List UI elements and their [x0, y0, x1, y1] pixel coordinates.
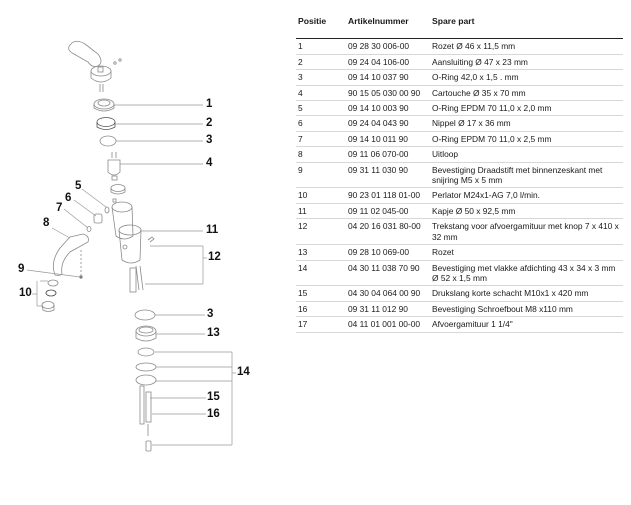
- exploded-view-diagram: [0, 0, 290, 500]
- cell-artikelnummer: 04 11 01 001 00-00: [346, 317, 430, 332]
- cell-artikelnummer: 09 24 04 043 90: [346, 116, 430, 131]
- part-4-cartouche: [108, 152, 120, 175]
- cell-spare-part: Bevestiging Schroefbout M8 x110 mm: [430, 301, 623, 316]
- callout-6: 6: [65, 192, 72, 204]
- part-11-cap: [119, 225, 141, 235]
- faucet-exploded-drawing: [0, 0, 290, 500]
- cell-positie: 16: [296, 301, 346, 316]
- cell-positie: 10: [296, 188, 346, 203]
- cell-artikelnummer: 09 11 06 070-00: [346, 147, 430, 162]
- table-row: [296, 286, 623, 301]
- cell-positie: 8: [296, 147, 346, 162]
- cell-artikelnummer: 09 14 10 037 90: [346, 70, 430, 85]
- callout-12: 12: [208, 251, 221, 263]
- top-cap: [91, 66, 111, 76]
- cell-positie: 7: [296, 131, 346, 146]
- cell-positie: 9: [296, 162, 346, 188]
- table-row: [296, 260, 623, 286]
- header-spare-part: Spare part: [432, 16, 475, 26]
- table-row: [296, 70, 623, 85]
- cell-spare-part: Bevestiging met vlakke afdichting 43 x 34 x 3 mm Ø 52 x 1,5 mm: [430, 260, 623, 286]
- cell-artikelnummer: 09 31 11 012 90: [346, 301, 430, 316]
- callout-14: 14: [237, 366, 250, 378]
- cell-spare-part: Rozet: [430, 245, 623, 260]
- table-row: [296, 162, 623, 188]
- cell-spare-part: Uitloop: [430, 147, 623, 162]
- table-row: [296, 85, 623, 100]
- table-row: [296, 39, 623, 54]
- cell-positie: 12: [296, 219, 346, 245]
- cell-spare-part: Nippel Ø 17 x 36 mm: [430, 116, 623, 131]
- table-row: [296, 245, 623, 260]
- part-8-spout: [53, 234, 88, 275]
- callout-2: 2: [206, 117, 213, 129]
- table-header-row: [296, 12, 623, 39]
- cell-spare-part: O-Ring EPDM 70 11,0 x 2,5 mm: [430, 131, 623, 146]
- table-row: [296, 147, 623, 162]
- header-artikelnummer: Artikelnummer: [348, 16, 409, 26]
- cell-spare-part: Rozet Ø 46 x 11,5 mm: [430, 39, 623, 54]
- cell-positie: 5: [296, 101, 346, 116]
- cell-spare-part: Aansluiting Ø 47 x 23 mm: [430, 54, 623, 69]
- table-row: [296, 317, 623, 332]
- spare-parts-table-container: [296, 12, 623, 333]
- table-row: [296, 219, 623, 245]
- callout-10: 10: [19, 287, 32, 299]
- callout-15: 15: [207, 391, 220, 403]
- cell-spare-part: Drukslang korte schacht M10x1 x 420 mm: [430, 286, 623, 301]
- cell-spare-part: Kapje Ø 50 x 92,5 mm: [430, 203, 623, 218]
- callout-3: 3: [206, 134, 213, 146]
- callout-4: 4: [206, 157, 213, 169]
- cell-artikelnummer: 04 30 11 038 70 90: [346, 260, 430, 286]
- cell-artikelnummer: 09 28 10 069-00: [346, 245, 430, 260]
- cell-artikelnummer: 90 15 05 030 00 90: [346, 85, 430, 100]
- cell-positie: 17: [296, 317, 346, 332]
- cell-positie: 1: [296, 39, 346, 54]
- cell-artikelnummer: 04 20 16 031 80-00: [346, 219, 430, 245]
- cell-artikelnummer: 09 31 11 030 90: [346, 162, 430, 188]
- cell-spare-part: O-Ring EPDM 70 11,0 x 2,0 mm: [430, 101, 623, 116]
- cell-artikelnummer: 09 11 02 045-00: [346, 203, 430, 218]
- callout-8: 8: [43, 217, 50, 229]
- callout-11: 11: [206, 224, 219, 236]
- callout-9: 9: [18, 263, 25, 275]
- cell-artikelnummer: 90 23 01 118 01-00: [346, 188, 430, 203]
- cell-positie: 14: [296, 260, 346, 286]
- cell-spare-part: Afvoergamituur 1 1/4": [430, 317, 623, 332]
- part-1-rozet: [94, 99, 114, 109]
- cell-positie: 11: [296, 203, 346, 218]
- cell-positie: 2: [296, 54, 346, 69]
- cell-artikelnummer: 04 30 04 064 00 90: [346, 286, 430, 301]
- callout-16: 16: [207, 408, 220, 420]
- cell-spare-part: Bevestiging Draadstift met binnenzeskant met snijring M5 x 5 mm: [430, 162, 623, 188]
- table-row: [296, 203, 623, 218]
- cell-positie: 13: [296, 245, 346, 260]
- table-row: [296, 116, 623, 131]
- header-positie: Positie: [298, 16, 327, 26]
- cell-positie: 15: [296, 286, 346, 301]
- cell-spare-part: O-Ring 42,0 x 1,5 . mm: [430, 70, 623, 85]
- callout-7: 7: [56, 202, 63, 214]
- cell-artikelnummer: 09 24 04 106-00: [346, 54, 430, 69]
- part-3-oring: [100, 136, 116, 146]
- callout-5: 5: [75, 180, 82, 192]
- cell-spare-part: Cartouche Ø 35 x 70 mm: [430, 85, 623, 100]
- table-row: [296, 131, 623, 146]
- table-row: [296, 54, 623, 69]
- table-body: [296, 39, 623, 332]
- cell-artikelnummer: 09 14 10 011 90: [346, 131, 430, 146]
- cell-positie: 4: [296, 85, 346, 100]
- handle-lever: [69, 41, 101, 66]
- cell-artikelnummer: 09 28 30 006-00: [346, 39, 430, 54]
- cell-positie: 6: [296, 116, 346, 131]
- callout-1: 1: [206, 98, 213, 110]
- cell-spare-part: Perlator M24x1-AG 7,0 l/min.: [430, 188, 623, 203]
- table-row: [296, 188, 623, 203]
- cell-positie: 3: [296, 70, 346, 85]
- callout-13: 13: [207, 327, 220, 339]
- part-2-aansluiting: [97, 118, 115, 127]
- callout-3-lower: 3: [207, 308, 214, 320]
- table-row: [296, 101, 623, 116]
- table-row: [296, 301, 623, 316]
- spare-parts-table: [296, 12, 623, 333]
- cell-artikelnummer: 09 14 10 003 90: [346, 101, 430, 116]
- cell-spare-part: Trekstang voor afvoergamituur met knop 7 x 410 x 32 mm: [430, 219, 623, 245]
